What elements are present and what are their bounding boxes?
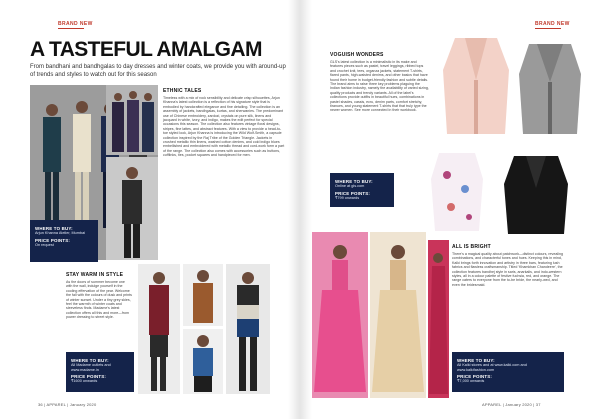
price-points-label: PRICE POINTS:: [71, 374, 107, 380]
ethnic-trio-photo: [106, 85, 158, 155]
where-to-buy-label: WHERE TO BUY:: [35, 226, 73, 231]
tag-underline-right: [535, 28, 561, 29]
section-heading-stay-warm: STAY WARM IN STYLE: [66, 272, 124, 278]
brand-tag-right: BRAND NEW: [535, 21, 570, 27]
where-to-buy-label: WHERE TO BUY:: [457, 358, 495, 363]
all-is-bright-body: There's a magical quality about patchwork—distinct colours, revealing combinations, and characterful tones and hues. Keeping this in mind, Kalki brings forth innovation and artistry in three bars, featuring lush fabrics and flawless craftsmanship. Titled 'Khamkhan Chandeere', the collection features bandhej style in saris, anarkalis, and indo-western styles, all in a colour palette of festive fuchsia, red, and orange. The range caters to everyone from the to-be bride, the nearly-wed, and even the bridesmaid.: [452, 252, 563, 287]
price-points-label: PRICE POINTS:: [457, 374, 493, 380]
section-heading-voguish: VOGUISH WONDERS: [330, 52, 384, 58]
where-to-buy-label: WHERE TO BUY:: [335, 179, 373, 184]
black-jacket-photo: [498, 148, 574, 238]
where-to-buy-value: Arjun Khanna Atelier, Mumbai: [35, 231, 86, 235]
pink-jacket-photo: [435, 30, 517, 142]
buy-info-box-madame: [66, 352, 134, 392]
golden-lehenga-photo: [370, 232, 426, 398]
floral-jacket-photo: [427, 145, 487, 237]
where-to-buy-value: Online at gls.com: [335, 184, 365, 188]
price-points-value: On request: [35, 242, 54, 247]
pink-lehenga-photo: [312, 232, 368, 398]
where-to-buy-label: WHERE TO BUY:: [71, 358, 109, 363]
section-heading-all-is-bright: ALL IS BRIGHT: [452, 244, 491, 250]
brand-tag-left: BRAND NEW: [58, 21, 93, 27]
buy-info-box-gls: [330, 173, 394, 207]
buy-info-box-kalki: [452, 352, 564, 392]
grey-knit-jacket-photo: [515, 30, 585, 142]
where-to-buy-value: All Madame outlets and www.madame.in: [71, 363, 111, 372]
stay-warm-body: As the doors of summer become one with the wall, indulge yourself in the cooling effervation of the year. Welcome the fall with the colours of dusk and prints of winter sunset. Under a tiny grey skies, feel the warmth of winter coats and sleeveless finds. Madame's latest collection offers all this and more—from power dressing to street style.: [66, 280, 132, 320]
winter-coat-model-photo-4: [226, 264, 270, 394]
tag-underline-left: [58, 28, 84, 29]
price-points-value: ₹1600 onwards: [71, 379, 98, 384]
intro-paragraph: From bandhani and bandhgalas to day dresses and winter coats, we provide you with around-up of trends and styles to watch out for this season: [30, 64, 286, 78]
winter-coat-model-photo-3: [183, 329, 223, 394]
section-heading-ethnic-tales: ETHNIC TALES: [163, 88, 202, 94]
price-points-label: PRICE POINTS:: [335, 190, 371, 196]
buy-info-box-ethnic: [30, 220, 98, 262]
page-gutter: [288, 0, 312, 419]
price-points-value: ₹7,000 onwards: [457, 379, 485, 384]
page-footer-right: APPAREL | January 2020 | 37: [482, 402, 541, 407]
ethnic-model-photo: [106, 157, 158, 260]
red-saree-photo: [428, 240, 449, 398]
voguish-body: GLS's latest collection is a minimalistic in its make and features pieces such as pastel, travel leggings, ribbed tops and crochet knit, tees, organza jackets, statement T-shirts, flared pants, high-waisted denims, and other basics that have found their home in budget-friendly fashion and subtle details. The brand aims to raise three key problems plaguing the Indian fashion industry, namely the availability of varied sizing, quality products and trendy variants. All of the label's collections provide outfits in beautiful hues, combinations in pastel shades, cassis, ecru, denim parts, comfort stretchy, tiranues, and young statement T-shirts that that truly type the newer women. See more connected in their workbook.: [330, 60, 429, 113]
where-to-buy-value: All Kalki stores and at www.kalki.com and www.kalkifashion.com: [457, 363, 527, 372]
price-points-label: PRICE POINTS:: [35, 237, 71, 243]
winter-coat-model-photo-1: [138, 264, 180, 394]
page-footer-left: 36 | APPAREL | January 2020: [38, 402, 97, 407]
price-points-value: ₹799 onwards: [335, 195, 360, 200]
ethnic-tales-body: Timeless with a mix of rock sensibility and delicate crisp silhouettes, Arjun Khanna's latest collection is a reflection of his signature style that is embodied by handcrafted elegance and fine detailing. The collection is an assembly of jackets, bandhgalas, kurtas, and sherwanies. The predominant use of Chinese embroidery, zardozi, crystals on pure silk, linens and jacquard in white, ivory, and indigo, makes the edit perfect for special occasions this season. The collection also features vintage floral designs, stripes, fine lattes, and abstract features. With a view to provide a head-to-toe styled look, Arjun Khanna is introducing the Wild Wolf-Smith, a capsule collection inspired by the Raj Tribe of the Golden Triangle. Jackets in crushed metallic thin linens, washed cotton denims, and cold indigo blues embellished and embroidered with metallic thread and cord-work form a part of the range. The collection also comes with accessories such as buttons, cufflinks, ties, pocket squares and handpieced for men.: [163, 96, 285, 158]
winter-coat-model-photo-2: [183, 264, 223, 326]
page-headline: A TASTEFUL AMALGAM: [30, 38, 262, 61]
